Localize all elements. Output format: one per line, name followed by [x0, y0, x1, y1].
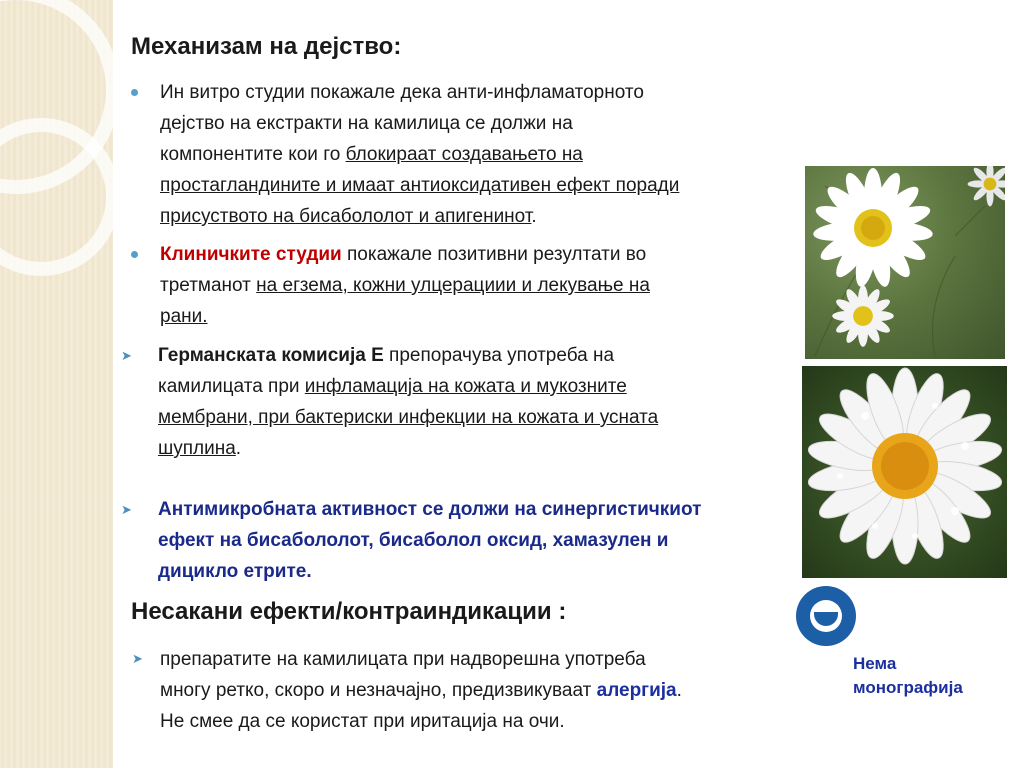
- text-span: препорачува употреба на: [383, 345, 615, 366]
- arrow-bullet-icon: ➤: [121, 502, 132, 517]
- chamomile-photo-1: [805, 166, 1005, 359]
- bullet-side-effects: [160, 644, 820, 737]
- text-line: [158, 371, 798, 402]
- caption-line: Нема: [853, 654, 897, 673]
- chamomile-photo-2: [802, 366, 1007, 578]
- bullet-commission-e: [158, 340, 798, 464]
- decorative-left-strip: [0, 0, 113, 768]
- text-line: [160, 270, 800, 301]
- text-line: [158, 340, 798, 371]
- chamomile-dewdrop-image: [802, 366, 1007, 578]
- text-line: препаратите на камилицата при надворешна употреба: [160, 649, 646, 670]
- heading-mechanism: Механизам на дејство:: [131, 33, 402, 60]
- caption-line: монографија: [853, 678, 963, 697]
- chamomile-flowers-image: [805, 166, 1005, 359]
- text-span: покажале позитивни резултати во: [341, 244, 647, 265]
- bullet-antimicrobial: [158, 494, 803, 587]
- underlined-text: мембрани, при бактериски инфекции на кожата и усната: [158, 407, 659, 428]
- underlined-text: блокираат создавањето на: [345, 144, 583, 165]
- underlined-text: инфламација на кожата и мукозните: [304, 376, 627, 397]
- monograph-logo-icon: [796, 586, 856, 646]
- bold-text: Германската комисија Е: [158, 345, 384, 366]
- no-monograph-caption: [853, 652, 993, 700]
- text-line: Антимикробната активност се должи на синергистичкиот: [158, 499, 702, 520]
- arrow-bullet-icon: ➤: [121, 348, 132, 363]
- bullet-clinical-studies: [160, 239, 800, 332]
- text-span: .: [531, 206, 537, 227]
- text-line: [160, 201, 800, 232]
- highlight-red-text: Клиничките студии: [160, 244, 342, 265]
- text-line: [160, 170, 800, 201]
- underlined-text: присуството на бисабололот и апигенинот: [160, 206, 532, 227]
- text-span: многу ретко, скоро и незначајно, предизвикуваат: [160, 680, 597, 701]
- underlined-text: шуплина: [158, 438, 236, 459]
- text-line: [160, 239, 800, 270]
- text-line: [158, 433, 798, 464]
- bullet-dot-icon: [131, 89, 138, 96]
- heading-side-effects: Несакани ефекти/контраиндикации :: [131, 598, 567, 625]
- underlined-text: простагландините и имаат антиоксидативен ефект поради: [160, 175, 680, 196]
- text-span: компонентите кои го: [160, 144, 346, 165]
- allergy-text: алергија: [596, 680, 677, 701]
- text-span: .: [235, 438, 242, 459]
- text-line: [160, 139, 800, 170]
- text-line: [160, 301, 800, 332]
- decorative-ring: [0, 118, 113, 276]
- text-line: Не смее да се користат при иритација на очи.: [160, 711, 565, 732]
- text-span: третманот: [160, 275, 257, 296]
- underlined-text: рани.: [160, 306, 208, 327]
- text-line: дејство на екстракти на камилица се должи на: [160, 113, 573, 134]
- text-line: ефект на бисабололот, бисаболол оксид, хамазулен и: [158, 530, 669, 551]
- bullet-mechanism-in-vitro: [160, 77, 800, 232]
- text-line: [158, 402, 798, 433]
- text-line: дицикло етрите.: [158, 561, 312, 582]
- text-line: Ин витро студии покажале дека анти-инфламаторното: [160, 82, 644, 103]
- text-span: .: [676, 680, 682, 701]
- text-line: [160, 675, 820, 706]
- arrow-bullet-icon: ➤: [132, 651, 143, 666]
- underlined-text: на егзема, кожни улцерациии и лекување на: [256, 275, 650, 296]
- text-span: камилицата при: [158, 376, 305, 397]
- bullet-dot-icon: [131, 251, 138, 258]
